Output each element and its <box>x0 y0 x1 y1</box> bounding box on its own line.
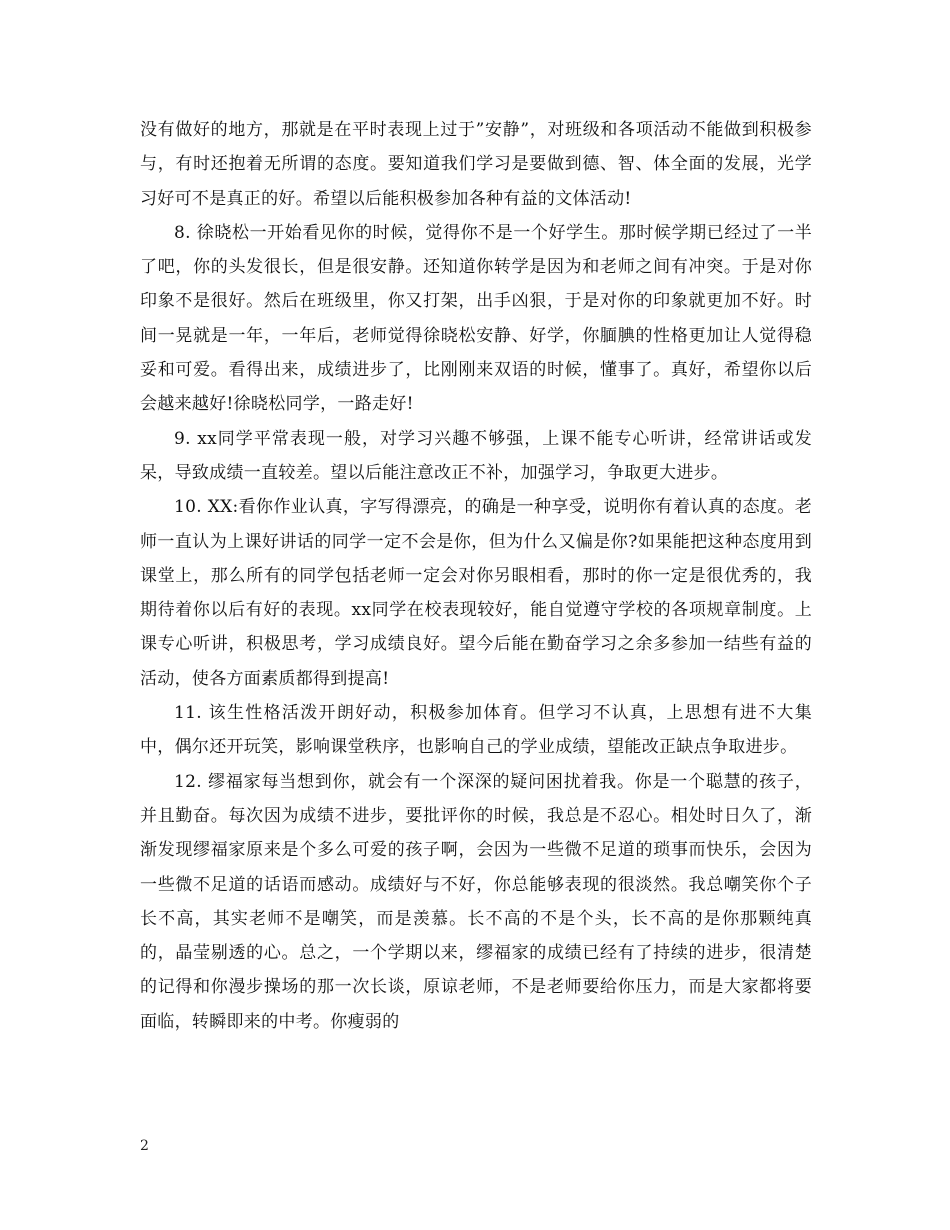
paragraph-item-11: 11. 该生性格活泼开朗好动，积极参加体育。但学习不认真，上思想有进不大集中，偶尔还开玩笑，影响课堂秩序，也影响自己的学业成绩，望能改正缺点争取进步。 <box>140 703 812 758</box>
paragraph-item-9: 9. xx同学平常表现一般，对学习兴趣不够强，上课不能专心听讲，经常讲话或发呆，导致成绩一直较差。望以后能注意改正不补，加强学习，争取更大进步。 <box>140 428 812 483</box>
document-body <box>140 113 812 1039</box>
paragraph-item-12: 12. 缪福家每当想到你，就会有一个深深的疑问困扰着我。你是一个聪慧的孩子，并且勤奋。每次因为成绩不进步，要批评你的时候，我总是不忍心。相处时日久了，渐渐发现缪福家原来是个多么可爱的孩子啊，会因为一些微不足道的琐事而快乐，会因为一些微不足道的话语而感动。成绩好与不好，你总能够表现的很淡然。我总嘲笑你个子长不高，其实老师不是嘲笑，而是羡慕。长不高的不是个头，长不高的是你那颗纯真的，晶莹剔透的心。总之，一个学期以来，缪福家的成绩已经有了持续的进步，很清楚的记得和你漫步操场的那一次长谈，原谅老师，不是老师要给你压力，而是大家都将要面临，转瞬即来的中考。你瘦弱的 <box>140 771 812 1032</box>
page-number: 2 <box>140 1138 149 1154</box>
paragraph-item-8: 8. 徐晓松一开始看见你的时候，觉得你不是一个好学生。那时候学期已经过了一半了吧，你的头发很长，但是很安静。还知道你转学是因为和老师之间有冲突。于是对你印象不是很好。然后在班级里，你又打架，出手凶狠，于是对你的印象就更加不好。时间一晃就是一年，一年后，老师觉得徐晓松安静、好学，你腼腆的性格更加让人觉得稳妥和可爱。看得出来，成绩进步了，比刚刚来双语的时候，懂事了。真好，希望你以后会越来越好!徐晓松同学，一路走好! <box>140 222 812 415</box>
paragraph-continuation: 没有做好的地方，那就是在平时表现上过于”安静”，对班级和各项活动不能做到积极参与，有时还抱着无所谓的态度。要知道我们学习是要做到德、智、体全面的发展，光学习好可不是真正的好。希望以后能积极参加各种有益的文体活动! <box>140 120 812 209</box>
paragraph-item-10: 10. XX:看你作业认真，字写得漂亮，的确是一种享受，说明你有着认真的态度。老师一直认为上课好讲话的同学一定不会是你，但为什么又偏是你?如果能把这种态度用到课堂上，那么所有的同学包括老师一定会对你另眼相看，那时的你一定是很优秀的，我期待着你以后有好的表现。xx同学在校表现较好，能自觉遵守学校的各项规章制度。上课专心听讲，积极思考，学习成绩良好。望今后能在勤奋学习之余多参加一结些有益的活动，使各方面素质都得到提高! <box>140 497 812 689</box>
